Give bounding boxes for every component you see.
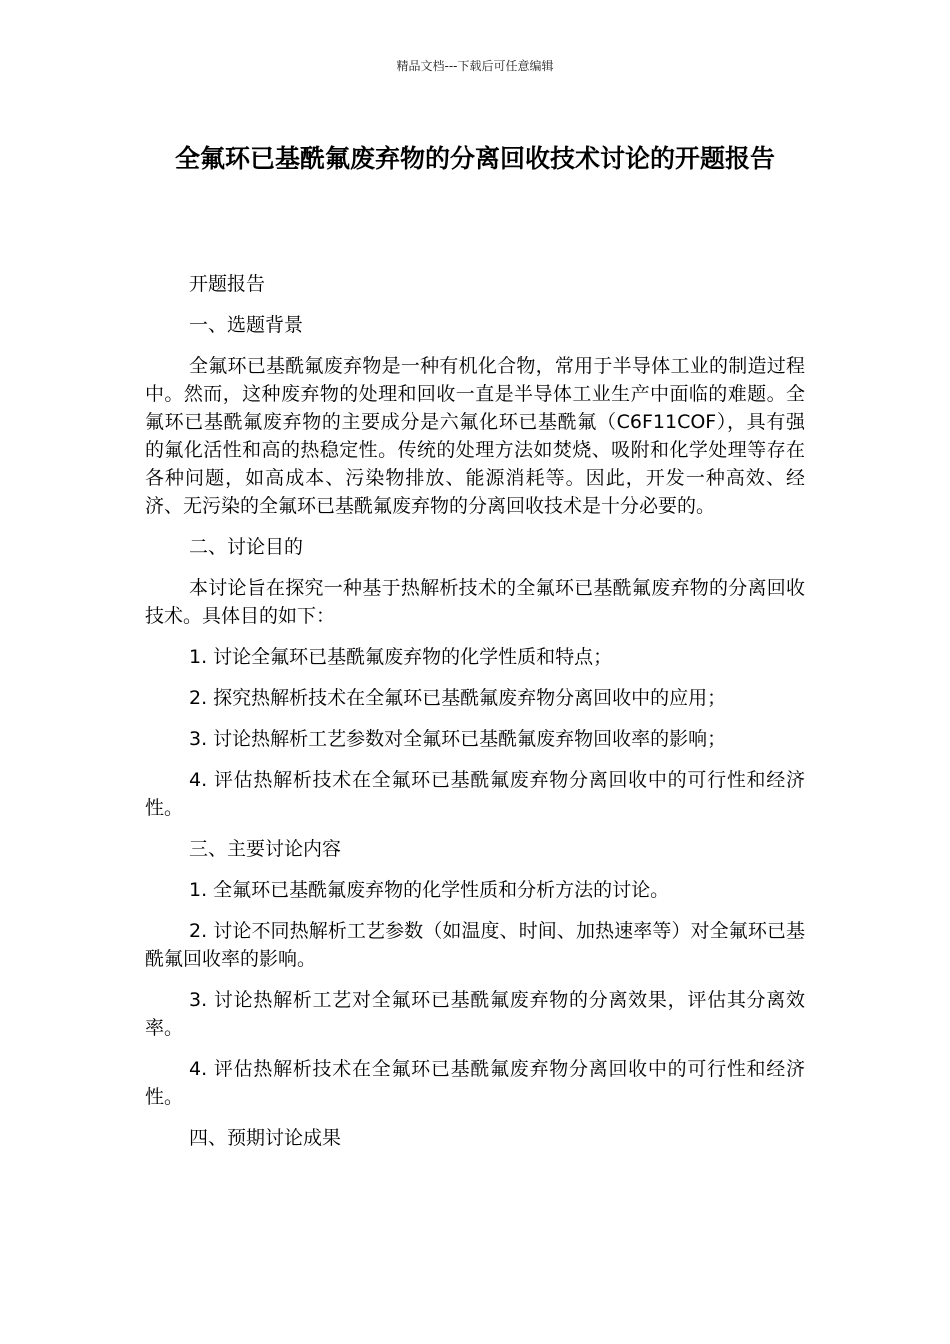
section-heading-background: 一、选题背景 (189, 314, 304, 336)
section-heading-results: 四、预期讨论成果 (189, 1127, 342, 1149)
list-item-content-1: 1. 全氟环已基酰氟废弃物的化学性质和分析方法的讨论。 (189, 879, 670, 901)
paragraph-report-label: 开题报告 (189, 273, 266, 295)
list-item-content-4: 4. 评估热解析技术在全氟环已基酰氟废弃物分离回收中的可行性和经济性。 (145, 1058, 805, 1108)
section-heading-content: 三、主要讨论内容 (189, 838, 342, 860)
document-body (145, 270, 805, 1165)
section-heading-purpose: 二、讨论目的 (189, 536, 304, 558)
list-item-purpose-2: 2. 探究热解析技术在全氟环已基酰氟废弃物分离回收中的应用； (189, 687, 727, 709)
list-item-purpose-1: 1. 讨论全氟环已基酰氟废弃物的化学性质和特点； (189, 646, 613, 668)
paragraph-background: 全氟环已基酰氟废弃物是一种有机化合物，常用于半导体工业的制造过程中。然而，这种废弃物的处理和回收一直是半导体工业生产中面临的难题。全氟环已基酰氟废弃物的主要成分是六氟化环已基酰氟（C6F11COF），具有强的氟化活性和高的热稳定性。传统的处理方法如焚烧、吸附和化学处理等存在各种问题，如高成本、污染物排放、能源消耗等。因此，开发一种高效、经济、无污染的全氟环已基酰氟废弃物的分离回收技术是十分必要的。 (145, 355, 805, 517)
list-item-content-3: 3. 讨论热解析工艺对全氟环已基酰氟废弃物的分离效果，评估其分离效率。 (145, 989, 805, 1039)
list-item-content-2: 2. 讨论不同热解析工艺参数（如温度、时间、加热速率等）对全氟环已基酰氟回收率的影响。 (145, 920, 805, 970)
header-note: 精品文档---下载后可任意编辑 (396, 59, 554, 73)
paragraph-purpose: 本讨论旨在探究一种基于热解析技术的全氟环已基酰氟废弃物的分离回收技术。具体目的如下： (145, 577, 805, 627)
list-item-purpose-4: 4. 评估热解析技术在全氟环已基酰氟废弃物分离回收中的可行性和经济性。 (145, 769, 805, 819)
document-title: 全氟环已基酰氟废弃物的分离回收技术讨论的开题报告 (174, 144, 775, 173)
list-item-purpose-3: 3. 讨论热解析工艺参数对全氟环已基酰氟废弃物回收率的影响； (189, 728, 727, 750)
